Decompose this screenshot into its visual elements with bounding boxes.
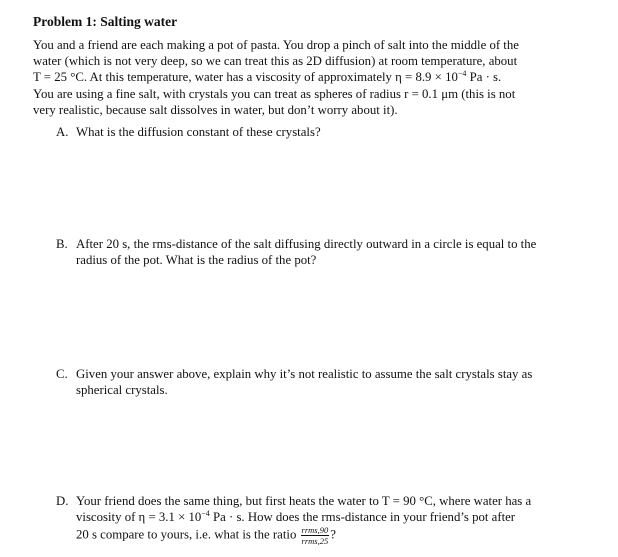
- question-c: [56, 366, 576, 398]
- intro-text: Pa · s.: [466, 70, 502, 85]
- question-text: Your friend does the same thing, but first heats the water to T = 90 °C, where water has a: [76, 494, 532, 508]
- ratio-denominator: rrms,25: [301, 536, 329, 547]
- problem-intro: [33, 37, 573, 118]
- question-text: viscosity of η = 3.1 × 10: [76, 510, 202, 525]
- ratio-numerator: rrms,90: [301, 525, 329, 536]
- question-text: 20 s compare to yours, i.e. what is the ratio: [76, 527, 300, 542]
- question-text: ?: [330, 527, 336, 542]
- question-label: B.: [56, 237, 68, 251]
- question-label: A.: [56, 125, 69, 139]
- intro-line: You and a friend are each making a pot of pasta. You drop a pinch of salt into the middle of the: [33, 38, 519, 52]
- intro-line: [33, 69, 573, 85]
- question-text: Pa · s. How does the rms-distance in your friend’s pot after: [209, 510, 516, 525]
- question-text: Given your answer above, explain why it’s not realistic to assume the salt crystals stay as: [76, 367, 533, 381]
- exponent: −4: [457, 69, 467, 79]
- rms-ratio-fraction: [301, 525, 330, 546]
- question-label: D.: [56, 494, 69, 508]
- intro-line: very realistic, because salt dissolves in water, but don’t worry about it).: [33, 102, 398, 117]
- question-b: [56, 236, 576, 268]
- intro-text: T = 25 °C. At this temperature, water has a viscosity of approximately η = 8.9 × 10: [33, 70, 458, 85]
- question-d: [56, 493, 576, 546]
- question-text: What is the diffusion constant of these crystals?: [76, 125, 321, 139]
- question-text: spherical crystals.: [76, 383, 168, 398]
- question-text: radius of the pot. What is the radius of the pot?: [76, 253, 317, 268]
- question-text: After 20 s, the rms-distance of the salt diffusing directly outward in a circle is equal to the: [76, 237, 537, 251]
- exponent: −4: [201, 509, 210, 519]
- intro-line: water (which is not very deep, so we can treat this as 2D diffusion) at room temperature, about: [33, 54, 518, 69]
- question-label: C.: [56, 367, 68, 381]
- problem-title: Problem 1: Salting water: [33, 14, 178, 29]
- question-a: [56, 124, 576, 140]
- intro-line: You are using a fine salt, with crystals you can treat as spheres of radius r = 0.1 μm (this is not: [33, 86, 516, 101]
